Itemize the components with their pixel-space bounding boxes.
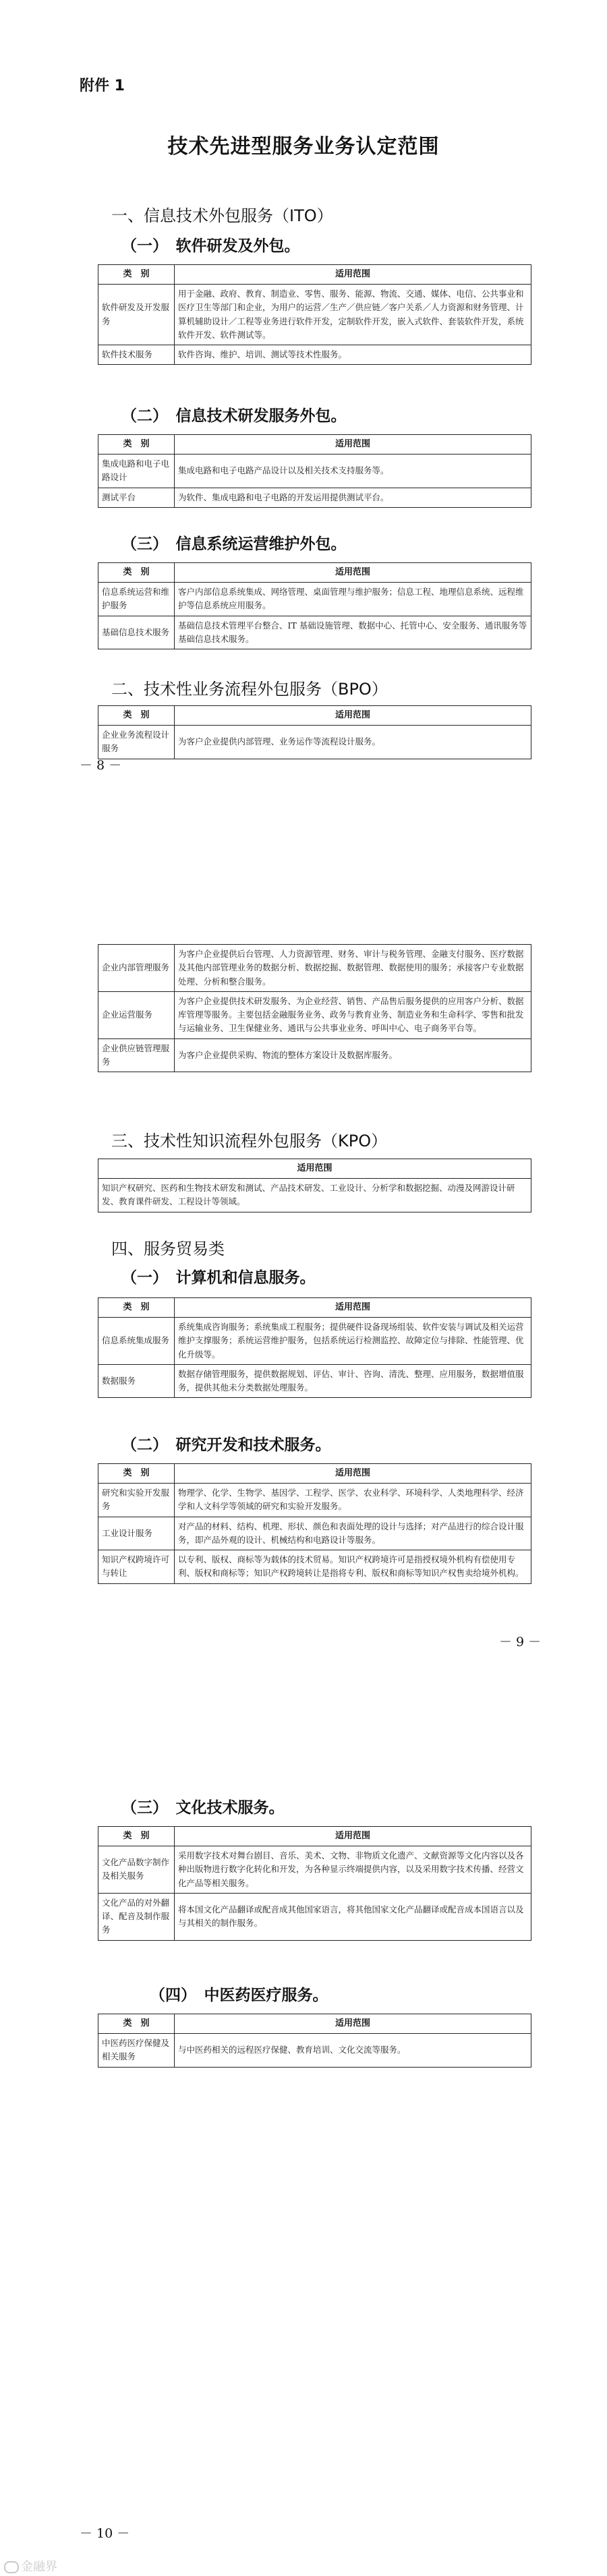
col-header-category: 类 别 — [98, 435, 175, 455]
page-number: － 10 － — [80, 2526, 130, 2541]
subsection-ops-heading: （三） 信息系统运营维护外包。 — [121, 535, 347, 553]
col-header-scope: 适用范围 — [175, 2014, 531, 2034]
scope-cell: 为软件、集成电路和电子电路的开发运用提供测试平台。 — [175, 488, 531, 507]
subsection-it-rd-heading: （二） 信息技术研发服务外包。 — [121, 407, 347, 425]
category-cell: 文化产品的对外翻译、配音及制作服务 — [98, 1893, 175, 1940]
col-header-scope: 适用范围 — [175, 435, 531, 455]
col-header-category: 类 别 — [98, 265, 175, 285]
scope-cell: 系统集成咨询服务；系统集成工程服务；提供硬件设备现场组装、软件安装与调试及相关运营维护支撑服务；系统运营维护服务，包括系统运行检测监控、故障定位与排除、性能管理、优化升级等。 — [175, 1318, 531, 1365]
scope-cell: 对产品的材料、结构、机理、形状、颜色和表面处理的设计与选择；对产品进行的综合设计服务，即产品外观的设计、机械结构和电路设计等服务。 — [175, 1517, 531, 1550]
scope-cell: 用于金融、政府、教育、制造业、零售、服务、能源、物流、交通、媒体、电信、公共事业和医疗卫生等部门和企业，为用户的运营／生产／供应链／客户关系／人力资源和财务管理、计算机辅助设计／工程等业务进行软件开发，定制软件开发，嵌入式软件、套装软件开发，系统软件开发、软件测试等。 — [175, 285, 531, 345]
scope-cell: 客户内部信息系统集成、网络管理、桌面管理与维护服务；信息工程、地理信息系统、远程维护等信息系统应用服务。 — [175, 583, 531, 616]
category-cell: 文化产品数字制作及相关服务 — [98, 1846, 175, 1894]
col-header-scope: 适用范围 — [175, 563, 531, 583]
ops-table — [98, 562, 531, 649]
category-cell: 工业设计服务 — [98, 1517, 175, 1550]
col-header-category: 类 别 — [98, 1298, 175, 1318]
page-10 — [0, 1652, 607, 2576]
table-row — [98, 616, 531, 649]
watermark-text: 金融界 — [21, 2560, 57, 2574]
col-header-scope: 适用范围 — [175, 1827, 531, 1846]
table-row — [98, 1179, 531, 1212]
page-8 — [0, 0, 607, 782]
table-row — [98, 1846, 531, 1894]
category-cell: 企业内部管理服务 — [98, 945, 175, 992]
col-header-scope: 适用范围 — [175, 1464, 531, 1484]
scope-cell: 集成电路和电子电路产品设计以及相关技术支持服务等。 — [175, 455, 531, 488]
table-row — [98, 1484, 531, 1517]
scope-cell: 知识产权研究、医药和生物技术研发和测试、产品技术研发、工业设计、分析学和数据挖掘、动漫及网游设计研发、教育课件研发、工程设计等领域。 — [98, 1179, 531, 1212]
page-9 — [0, 782, 607, 1652]
category-cell: 研究和实验开发服务 — [98, 1484, 175, 1517]
category-cell: 软件研发及开发服务 — [98, 285, 175, 345]
subsection-software-heading: （一） 软件研发及外包。 — [121, 237, 300, 255]
col-header-category: 类 别 — [98, 1464, 175, 1484]
col-header-scope: 适用范围 — [98, 1159, 531, 1179]
category-cell: 信息系统集成服务 — [98, 1318, 175, 1365]
page-number: － 8 － — [80, 758, 122, 773]
category-cell: 基础信息技术服务 — [98, 616, 175, 649]
watermark-logo-icon — [4, 2561, 19, 2573]
category-cell: 集成电路和电子电路设计 — [98, 455, 175, 488]
col-header-category: 类 别 — [98, 1827, 175, 1846]
it-rd-table — [98, 434, 531, 508]
scope-cell: 软件咨询、维护、培训、测试等技术性服务。 — [175, 345, 531, 365]
subsection-culture-heading: （三） 文化技术服务。 — [121, 1799, 285, 1817]
software-table — [98, 264, 531, 365]
table-row — [98, 455, 531, 488]
section-kpo-heading: 三、技术性知识流程外包服务（KPO） — [111, 1132, 388, 1150]
col-header-scope: 适用范围 — [175, 265, 531, 285]
attachment-label: 附件 1 — [80, 78, 125, 94]
category-cell: 企业供应链管理服务 — [98, 1038, 175, 1072]
table-row — [98, 945, 531, 992]
category-cell: 软件技术服务 — [98, 345, 175, 365]
category-cell: 知识产权跨境许可与转让 — [98, 1550, 175, 1584]
subsection-tcm-heading: （四） 中医药医疗服务。 — [150, 1987, 328, 2004]
table-row — [98, 991, 531, 1038]
table-row — [98, 583, 531, 616]
col-header-scope: 适用范围 — [175, 706, 531, 726]
bpo-table-b — [98, 944, 531, 1072]
culture-table — [98, 1826, 531, 1941]
table-row — [98, 1893, 531, 1940]
scope-cell: 数据存储管理服务，提供数据规划、评估、审计、咨询、清洗、整理、应用服务，数据增值服务，提供其他未分类数据处理服务。 — [175, 1364, 531, 1398]
scope-cell: 基础信息技术管理平台整合、IT 基础设施管理、数据中心、托管中心、安全服务、通讯服务等基础信息技术服务。 — [175, 616, 531, 649]
scope-cell: 以专利、版权、商标等为载体的技术贸易。知识产权跨境许可是指授权境外机构有偿使用专利、版权和商标等；知识产权跨境转让是指将专利、版权和商标等知识产权售卖给境外机构。 — [175, 1550, 531, 1584]
section-ito-heading: 一、信息技术外包服务（ITO） — [111, 206, 333, 225]
table-row — [98, 1364, 531, 1398]
scope-cell: 为客户企业提供内部管理、业务运作等流程设计服务。 — [175, 726, 531, 759]
table-row — [98, 345, 531, 365]
document-title: 技术先进型服务业务认定范围 — [167, 135, 440, 158]
table-row — [98, 1550, 531, 1584]
table-row — [98, 1318, 531, 1365]
research-table — [98, 1463, 531, 1584]
table-row — [98, 488, 531, 507]
scope-cell: 物理学、化学、生物学、基因学、工程学、医学、农业科学、环境科学、人类地理科学、经济学和人文科学等领域的研究和实验开发服务。 — [175, 1484, 531, 1517]
category-cell: 企业业务流程设计服务 — [98, 726, 175, 759]
scope-cell: 采用数字技术对舞台剧目、音乐、美术、文物、非物质文化遗产、文献资源等文化内容以及各种出版物进行数字化转化和开发，为各种显示终端提供内容，以及采用数字技术传播、经营文化产品等相关服务。 — [175, 1846, 531, 1894]
col-header-category: 类 别 — [98, 706, 175, 726]
col-header-category: 类 别 — [98, 563, 175, 583]
table-row — [98, 1517, 531, 1550]
scope-cell: 为客户企业提供后台管理、人力资源管理、财务、审计与税务管理、金融支付服务、医疗数据及其他内部管理业务的数据分析、数据挖掘、数据管理、数据使用的服务；承接客户专业数据处理、分析和整合服务。 — [175, 945, 531, 992]
kpo-table — [98, 1159, 531, 1212]
category-cell: 中医药医疗保健及相关服务 — [98, 2034, 175, 2068]
category-cell: 测试平台 — [98, 488, 175, 507]
category-cell: 数据服务 — [98, 1364, 175, 1398]
page-number: － 9 － — [499, 1635, 542, 1649]
scope-cell: 为客户企业提供技术研发服务、为企业经营、销售、产品售后服务提供的应用客户分析、数据库管理等服务。主要包括金融服务业务、政务与教育业务、制造业务和生命科学、零售和批发与运输业务、卫生保健业务、通讯与公共事业业务、呼叫中心、电子商务平台等。 — [175, 991, 531, 1038]
category-cell: 企业运营服务 — [98, 991, 175, 1038]
subsection-computer-heading: （一） 计算机和信息服务。 — [121, 1269, 316, 1287]
scope-cell: 与中医药相关的远程医疗保健、教育培训、文化交流等服务。 — [175, 2034, 531, 2068]
section-trade-heading: 四、服务贸易类 — [111, 1239, 225, 1258]
section-bpo-heading: 二、技术性业务流程外包服务（BPO） — [111, 680, 388, 699]
tcm-table — [98, 2014, 531, 2068]
table-row — [98, 726, 531, 759]
col-header-scope: 适用范围 — [175, 1298, 531, 1318]
table-row — [98, 285, 531, 345]
scope-cell: 将本国文化产品翻译或配音成其他国家语言，将其他国家文化产品翻译或配音成本国语言以及与其相关的制作服务。 — [175, 1893, 531, 1940]
table-row — [98, 1038, 531, 1072]
table-row — [98, 2034, 531, 2068]
category-cell: 信息系统运营和维护服务 — [98, 583, 175, 616]
watermark — [4, 2557, 57, 2575]
col-header-category: 类 别 — [98, 2014, 175, 2034]
scope-cell: 为客户企业提供采购、物流的整体方案设计及数据库服务。 — [175, 1038, 531, 1072]
subsection-research-heading: （二） 研究开发和技术服务。 — [121, 1436, 331, 1454]
computer-table — [98, 1297, 531, 1398]
bpo-table-a — [98, 705, 531, 759]
